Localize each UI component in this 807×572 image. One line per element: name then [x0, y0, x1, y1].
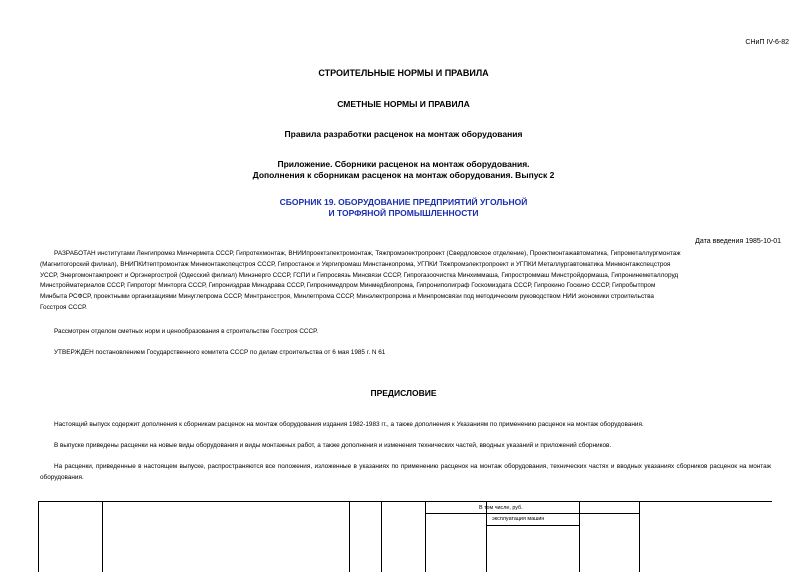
- rates-table: [38, 501, 772, 572]
- table-column-divider: [349, 502, 350, 572]
- appendix-line-1: Приложение. Сборники расценок на монтаж оборудования.: [277, 159, 530, 169]
- developed-by-paragraph: [40, 249, 771, 317]
- subtitle-estimate-norms: СМЕТНЫЕ НОРМЫ И ПРАВИЛА: [337, 99, 470, 109]
- table-column-divider: [381, 502, 382, 572]
- reviewed-paragraph: Рассмотрен отделом сметных норм и ценообразования в строительстве Госстроя СССР.: [54, 328, 318, 335]
- preface-paragraph-2: В выпуске приведены расценки на новые виды оборудования и виды монтажных работ, а также дополнения и изменения технических частей, вводных указаний и приложений сборников.: [54, 442, 612, 449]
- subtitle-rules: Правила разработки расценок на монтаж оборудования: [284, 129, 523, 139]
- developed-line: Минбыта РСФСР, проектными организациями Минуглепрома СССР, Минтрансстроя, Минлегпрома СССР, Минэлектропрома и Минпромсвязи под методическим руководством НИИ экономики строительства: [40, 293, 654, 301]
- approved-paragraph: УТВЕРЖДЕН постановлением Государственного комитета СССР по делам строительства от 6 мая 1985 г. N 61: [54, 349, 386, 356]
- table-header-machines: эксплуатация машин: [492, 516, 545, 522]
- document-code: СНиП IV-6-82: [745, 39, 789, 46]
- intro-date: Дата введения 1985-10-01: [695, 238, 781, 245]
- preface-paragraph-3: На расценки, приведенные в настоящем выпуске, распространяются все положения, изложенные в указаниях по применению расценок на монтаж оборудования, технических частях и вводных указаниях сборников расценок на монтаж оборудования.: [40, 463, 771, 481]
- main-title: СТРОИТЕЛЬНЫЕ НОРМЫ И ПРАВИЛА: [318, 68, 489, 78]
- table-subheader-divider: [486, 525, 579, 526]
- developed-line: УССР, Энергомонтажпроект и Оргэнергострой (Одесский филиал) Минэнерго СССР, ГСПИ и Гипросвязь Минсвязи СССР, Гипрогазоочистка Минхиммаша, Гипростроммаш Минстройдормаша, Гипронинеметаллоруд: [40, 271, 679, 279]
- collection-title-line-1: СБОРНИК 19. ОБОРУДОВАНИЕ ПРЕДПРИЯТИЙ УГОЛЬНОЙ: [279, 197, 528, 207]
- table-header-divider: [425, 513, 639, 514]
- table-header-including: В том числе, руб.: [479, 505, 523, 511]
- appendix-line-2: Дополнения к сборникам расценок на монтаж оборудования. Выпуск 2: [252, 170, 555, 180]
- table-column-divider: [102, 502, 103, 572]
- subtitle-appendix: [0, 159, 807, 181]
- developed-line: (Магнитогорский филиал), ВНИПКИтептромонтаж Минмонтажспецстроя СССР, Гипростанок и Укргипромаш Минстанкопрома, УГПКИ Тяжпромэлектропроект и УГПКИ Металлургавтоматика Минмонтажспецстроя: [40, 260, 671, 268]
- developed-line: Госстроя СССР.: [40, 303, 87, 311]
- table-column-divider: [639, 502, 640, 572]
- collection-title-link[interactable]: [0, 197, 807, 219]
- preface-paragraph-1: Настоящий выпуск содержит дополнения к сборникам расценок на монтаж оборудования издания 1982-1983 гг., а также дополнения к Указаниям по применению расценок на монтаж оборудования.: [54, 421, 644, 428]
- collection-title-line-2: И ТОРФЯНОЙ ПРОМЫШЛЕННОСТИ: [328, 208, 479, 218]
- preface-heading: ПРЕДИСЛОВИЕ: [370, 388, 437, 398]
- developed-line: РАЗРАБОТАН институтами Ленгипромез Минчермета СССР, Гипротехмонтаж, ВНИИпроектэлектромонтаж, Тяжпромэлектропроект (Свердловское отделение), Проектмонтажавтоматика, Гипрометаллургмонтаж: [54, 250, 681, 257]
- developed-line: Минстройматериалов СССР, Гипроторг Минторга СССР, Гипрониздрав Минздрава СССР, Гипронимедпром Минмедбиопрома, Гипрониполиграф Госкомиздата СССР, Гипрокино Госкино СССР, Гипробытпром: [40, 282, 656, 290]
